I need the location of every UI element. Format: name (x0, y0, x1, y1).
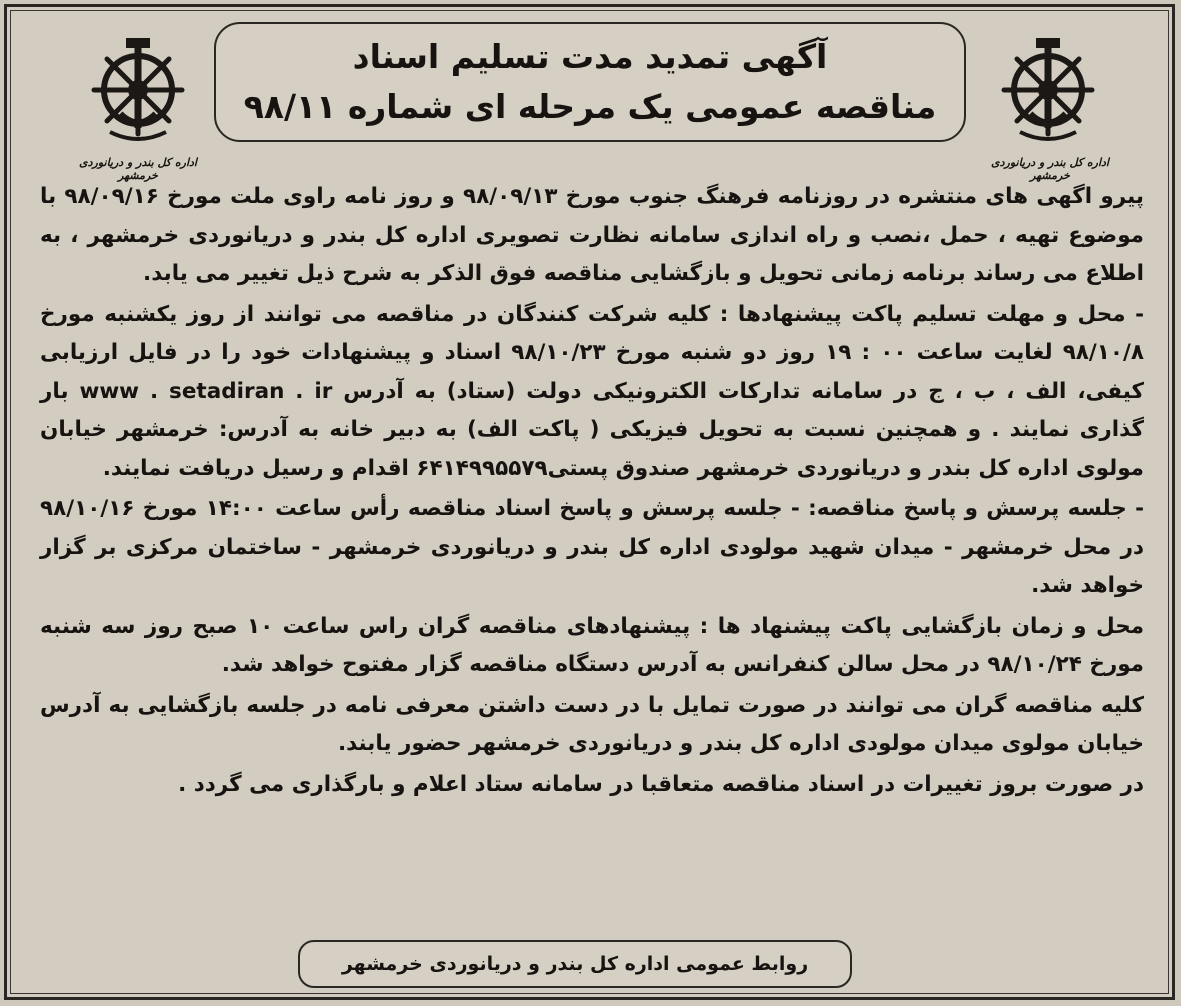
submission-paragraph: - محل و مهلت تسلیم پاکت پیشنهادها : کلیه شرکت کنندگان در مناقصه می توانند از روز یکشنبه مورخ ۹۸/۱۰/۸ لغایت ساعت ۰۰ : ۱۹ روز دو شنبه مورخ ۹۸/۱۰/۲۳ اسناد و پیشنهادات خود را در فایل ارزیابی کیفی، الف ، ب ، ج در سامانه تدارکات الکترونیکی دولت (ستاد) به آدرس www . setadiran . ir بار گذاری نمایند . و همچنین نسبت به تحویل فیزیکی ( پاکت الف) به دبیر خانه به آدرس: خرمشهر خیابان مولوی اداره کل بندر و دریانوردی خرمشهر صندوق پستی۶۴۱۴۹۹۵۵۷۹ اقدام و رسیل دریافت نمایند. (40, 301, 1145, 481)
notice-subtitle: مناقصه عمومی یک مرحله ای شماره ۹۸/۱۱ (243, 87, 937, 126)
port-logo-right (990, 28, 1110, 182)
logo-caption: اداره کل بندر و دریانوردی خرمشهر (991, 156, 1109, 182)
opening-paragraph: محل و زمان بازگشایی پاکت پیشنهاد ها : پیشنهادهای مناقصه گران راس ساعت ۱۰ صبح روز سه شنبه مورخ ۹۸/۱۰/۲۴ در محل سالن کنفرانس به آدرس دستگاه مناقصه گزار مفتوح خواهد شد. (40, 613, 1145, 677)
attendance-paragraph: کلیه مناقصه گران می توانند در صورت تمایل با در دست داشتن معرفی نامه در جلسه بازگشایی به آدرس خیابان مولوی میدان مولودی اداره کل بندر و دریانوردی خرمشهر حضور یابند. (40, 692, 1144, 756)
logo-caption: اداره کل بندر و دریانوردی خرمشهر (79, 156, 197, 182)
notice-body (40, 178, 1144, 918)
intro-paragraph: پیرو اگهی های منتشره در روزنامه فرهنگ جنوب مورخ ۹۸/۰۹/۱۳ و روز نامه راوی ملت مورخ ۹۸/۰۹/۱۶ با موضوع تهیه ، حمل ،نصب و راه اندازی سامانه نظارت تصویری اداره کل بندر و دریانوردی خرمشهر ، به اطلاع می رساند برنامه زمانی تحویل و بازگشایی مناقصه فوق الذکر به شرح ذیل تغییر می یابد. (40, 184, 1144, 286)
anchor-wheel-icon (990, 28, 1110, 148)
footer-signature: روابط عمومی اداره کل بندر و دریانوردی خرمشهر (298, 940, 852, 988)
changes-paragraph: در صورت بروز تغییرات در اسناد مناقصه متعاقبا در سامانه ستاد اعلام و بارگذاری می گردد . (178, 771, 1144, 797)
notice-title: آگهی تمدید مدت تسلیم اسناد (352, 37, 828, 76)
qa-session-paragraph: - جلسه پرسش و پاسخ مناقصه: - جلسه پرسش و پاسخ اسناد مناقصه رأس ساعت ۱۴:۰۰ مورخ ۹۸/۱۰/۱۶ در محل خرمشهر - میدان شهید مولودی اداره کل بندر و دریانوردی خرمشهر - ساختمان مرکزی بر گزار خواهد شد. (40, 496, 1144, 598)
anchor-wheel-icon (80, 28, 200, 148)
port-logo-left (79, 28, 200, 182)
notice-title-box (214, 22, 966, 142)
